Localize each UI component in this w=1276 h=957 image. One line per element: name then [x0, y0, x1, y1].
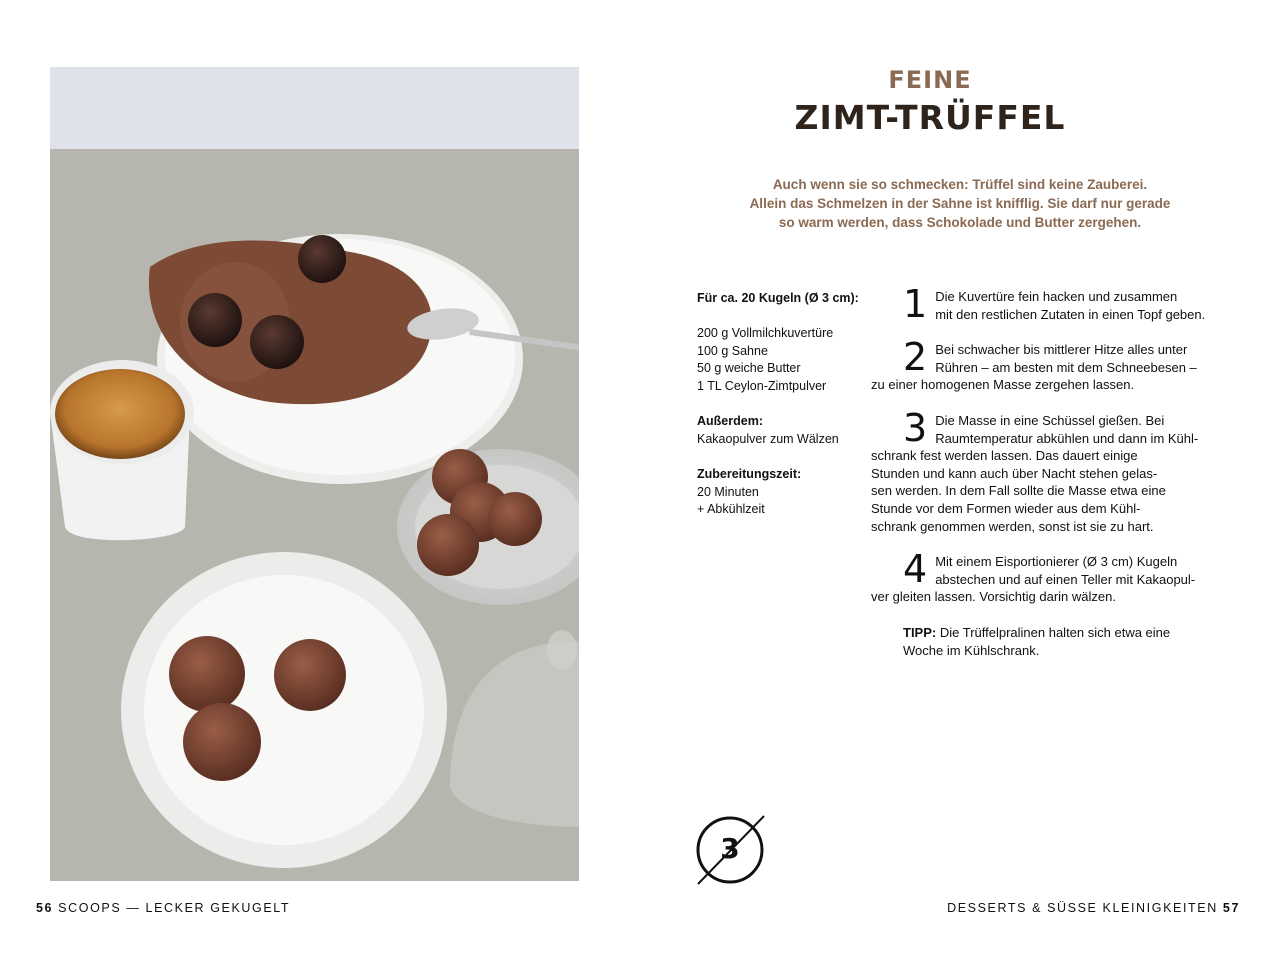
step-2: [871, 335, 1233, 394]
ingredient-item: 1 TL Ceylon-Zimtpulver: [697, 378, 827, 393]
intro-line: Auch wenn sie so schmecken: Trüffel sind keine Zauberei.: [772, 177, 1148, 192]
step-line: Rühren – am besten mit dem Schneebesen –: [935, 359, 1197, 375]
recipe-intro: [700, 175, 1220, 232]
recipe-kicker: FEINE: [888, 66, 972, 94]
footer-left: [36, 901, 290, 915]
intro-line: Allein das Schmelzen in der Sahne ist knifflig. Sie darf nur gerade: [749, 196, 1171, 211]
tip-label: TIPP:: [903, 625, 937, 640]
step-line: Stunde vor dem Formen wieder aus dem Kühl-: [871, 500, 1141, 516]
ingredient-item: 200 g Vollmilchkuvertüre: [697, 326, 834, 341]
step-line: Die Masse in eine Schüssel gießen. Bei: [935, 413, 1165, 428]
step-number: 3: [903, 406, 928, 450]
tip: [903, 624, 1233, 659]
step-line: Die Kuvertüre fein hacken und zusammen: [935, 289, 1178, 304]
running-title-right: DESSERTS & SÜSSE KLEINIGKEITEN: [947, 901, 1223, 915]
step-line: Bei schwacher bis mittlerer Hitze alles unter: [935, 342, 1188, 357]
ingredient-item: 100 g Sahne: [697, 343, 768, 358]
step-3: [871, 406, 1233, 535]
ingredient-item: 50 g weiche Butter: [697, 361, 801, 376]
ingredients-heading: Für ca. 20 Kugeln (Ø 3 cm):: [697, 291, 859, 305]
tip-line: Die Trüffelpralinen halten sich etwa eine: [936, 625, 1171, 640]
recipe-photo: [50, 67, 579, 881]
page-number-left: 56: [36, 901, 54, 915]
recipe-title: ZIMT-TRÜFFEL: [794, 98, 1066, 137]
ingredients-column: [697, 290, 887, 519]
step-line: Stunden und kann auch über Nacht stehen gelas-: [871, 465, 1158, 481]
step-line: Mit einem Eisportionierer (Ø 3 cm) Kugeln: [935, 554, 1178, 569]
time-heading: Zubereitungszeit:: [697, 466, 802, 481]
running-title-left: SCOOPS — LECKER GEKUGELT: [53, 901, 291, 915]
step-line: Raumtemperatur abkühlen und dann im Kühl-: [935, 430, 1199, 446]
tip-line: Woche im Kühlschrank.: [903, 642, 1040, 658]
step-line: mit den restlichen Zutaten in einen Topf geben.: [935, 306, 1206, 322]
step-4: [871, 547, 1233, 606]
step-line: schrank fest werden lassen. Das dauert einige: [871, 448, 1138, 464]
step-line: schrank genommen werden, sonst ist sie zu hart.: [871, 518, 1154, 534]
extra-text: Kakaopulver zum Wälzen: [697, 431, 839, 446]
difficulty-value: 3: [720, 832, 740, 865]
extra-heading: Außerdem:: [697, 414, 763, 429]
step-number: 4: [903, 547, 928, 591]
time-line: 20 Minuten: [697, 484, 759, 499]
page-number-right: 57: [1222, 901, 1240, 915]
step-line: abstechen und auf einen Teller mit Kakaopul-: [935, 571, 1196, 587]
time-line: + Abkühlzeit: [697, 502, 765, 517]
step-line: zu einer homogenen Masse zergehen lassen.: [871, 377, 1135, 393]
intro-line: so warm werden, dass Schokolade und Butter zergehen.: [778, 215, 1142, 230]
step-number: 1: [903, 282, 928, 326]
step-number: 2: [903, 335, 928, 379]
step-line: ver gleiten lassen. Vorsichtig darin wälzen.: [871, 589, 1116, 605]
step-1: [903, 282, 1233, 326]
footer-right: [947, 901, 1240, 915]
step-line: sen werden. In dem Fall sollte die Masse etwa eine: [871, 483, 1166, 499]
